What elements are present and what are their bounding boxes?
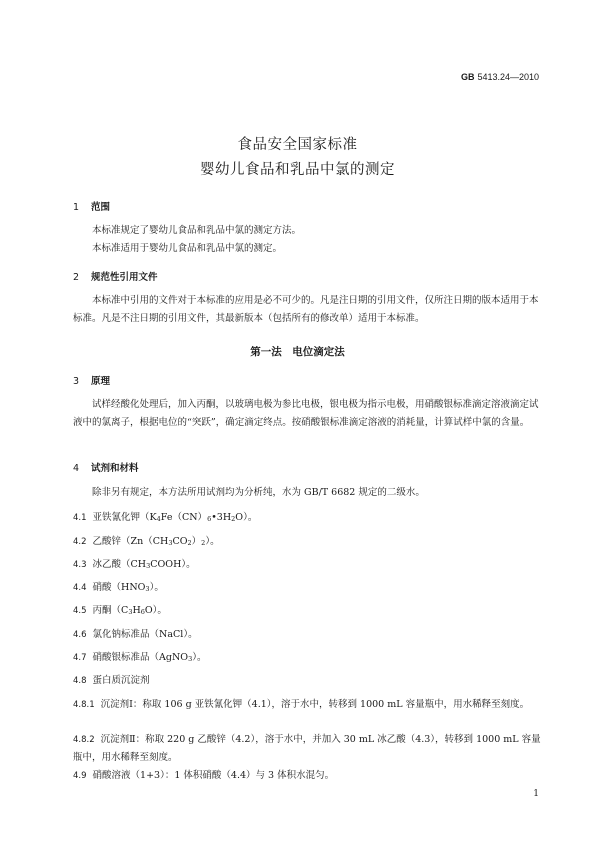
paragraph: 除非另有规定，本方法所用试剂均为分析纯，水为 GB/T 6682 规定的二级水。 <box>92 487 425 498</box>
list-item-4-8-2: 4.8.2 沉淀剂Ⅱ：称取 220 g 乙酸锌（4.2），溶于水中，并加入 30 mL 冰乙酸（4.3），转移到 1000 mL 容量瓶中，用水稀释至刻度。 <box>73 734 541 763</box>
document-title: 食品安全国家标准 <box>237 137 358 153</box>
paragraph: 本标准规定了婴幼儿食品和乳品中氯的测定方法。 <box>92 225 302 236</box>
page-number: 1 <box>533 789 539 799</box>
list-item-4-6: 4.6 氯化钠标准品（NaCl）。 <box>73 629 198 640</box>
paragraph: 本标准中引用的文件对于本标准的应用是必不可少的。凡是注日期的引用文件，仅所注日期的版本适用于本标准。凡是不注日期的引用文件，其最新版本（包括所有的修改单）适用于本标准。 <box>73 295 539 324</box>
document-subtitle: 婴幼儿食品和乳品中氯的测定 <box>200 162 395 178</box>
paragraph: 试样经酸化处理后，加入丙酮，以玻璃电极为参比电极，银电极为指示电极，用硝酸银标准滴定溶液滴定试液中的氯离子，根据电位的“突跃”，确定滴定终点。按硝酸银标准滴定溶液的消耗量，计算试样中氯的含量。 <box>73 399 539 428</box>
list-item-4-5: 4.5 丙酮$(C_3H_6O)$。 <box>73 605 167 616</box>
section-heading-3: 3 原理 <box>73 376 111 387</box>
method-heading: 第一法 电位滴定法 <box>250 346 345 358</box>
list-item-4-9: 4.9 硝酸溶液（1+3）：1 体积硝酸（4.4）与 3 体积水混匀。 <box>73 770 335 781</box>
list-item-4-2: 4.2 乙酸锌$(Zn(CH_3CO_2)_2)$。 <box>73 536 220 547</box>
list-item-4-3: 4.3 冰乙酸$(CH_3COOH)$。 <box>73 559 196 570</box>
list-item-4-4: 4.4 硝酸$(HNO_3)$。 <box>73 582 164 593</box>
list-item-4-8: 4.8 蛋白质沉淀剂 <box>73 675 150 686</box>
section-heading-4: 4 试剂和材料 <box>73 463 139 474</box>
list-item-4-7: 4.7 硝酸银标准品（AgNO$_3$）。 <box>73 652 207 663</box>
section-heading-1: 1 范围 <box>73 202 111 213</box>
paragraph: 本标准适用于婴幼儿食品和乳品中氯的测定。 <box>92 243 283 254</box>
standard-number: GB 5413.24—2010 <box>460 72 539 82</box>
section-heading-2: 2 规范性引用文件 <box>73 272 158 283</box>
list-item-4-1: 4.1 亚铁氰化钾$(K_4Fe(CN)_6•3H_2O)$。 <box>73 512 258 523</box>
list-item-4-8-1: 4.8.1 沉淀剂Ⅰ：称取 106 g 亚铁氰化钾（4.1），溶于水中，转移到 1000 mL 容量瓶中，用水稀释至刻度。 <box>73 699 530 710</box>
